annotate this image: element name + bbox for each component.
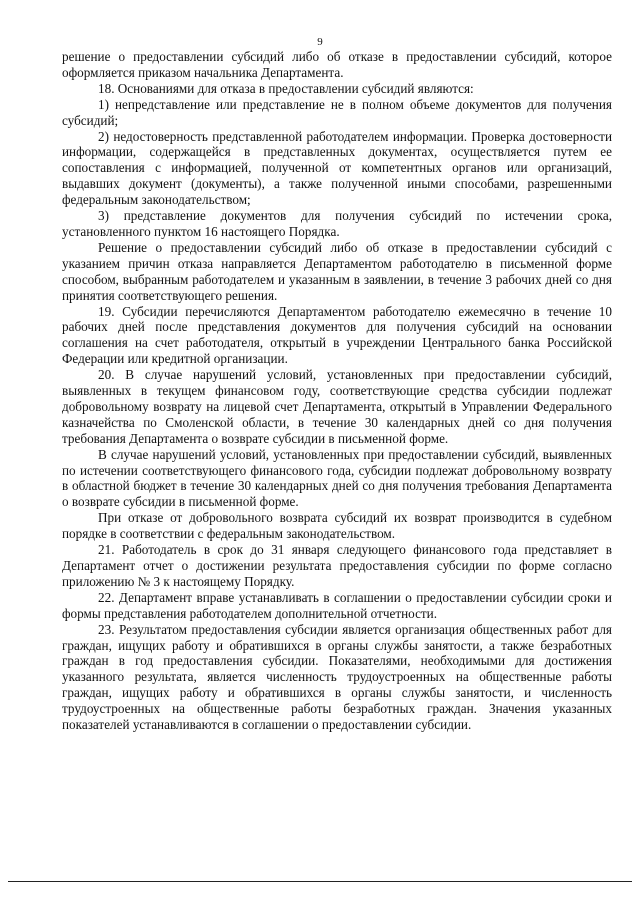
page-number: 9 <box>317 36 323 48</box>
paragraph-6: Решение о предоставлении субсидий либо об отказе в предоставлении субсидий с указанием причин отказа направляется Департаментом работодателю в письменной форме способом, выбранным работодателем и указанным в заявлении, в течение 3 рабочих дней со дня принятия соответствующего решения. <box>62 239 612 303</box>
paragraph-5: 3) представление документов для получения субсидий по истечении срока, установленного пунктом 16 настоящего Порядка. <box>62 208 612 239</box>
document-body <box>62 49 612 733</box>
page-bottom-rule <box>8 881 632 882</box>
paragraph-3: 1) непредставление или представление не в полном объеме документов для получения субсидий; <box>62 96 612 128</box>
paragraph-13: 23. Результатом предоставления субсидии является организация общественных работ для граждан, ищущих работу и обратившихся в органы службы занятости, а также безработных граждан в год предоставления субсидии. Показателями, необходимыми для достижения указанного результата, является численность трудоустроенных на общественные работы граждан, ищущих работу и обратившихся в органы службы занятости, и численность трудоустроенных на общественные работы безработных граждан. Значения указанных показателей устанавливаются в соглашении о предоставлении субсидии. <box>62 621 612 733</box>
paragraph-4: 2) недостоверность представленной работодателем информации. Проверка достоверности информации, содержащейся в представленных документах, осуществляется путем ее сопоставления с информацией, полученной от компетентных органов или организаций, выдавших документ (документы), а также полученной иными способами, разрешенными федеральным законодательством; <box>62 128 612 208</box>
paragraph-2: 18. Основаниями для отказа в предоставлении субсидий являются: <box>98 80 474 96</box>
paragraph-9: В случае нарушений условий, установленных при предоставлении субсидий, выявленных по истечении соответствующего финансового года, субсидии подлежат добровольному возврату в областной бюджет в течение 30 календарных дней со дня получения требования Департамента о возврате субсидии в письменной форме. <box>62 446 612 510</box>
paragraph-10: При отказе от добровольного возврата субсидий их возврат производится в судебном порядке в соответствии с федеральным законодательством. <box>62 510 612 542</box>
paragraph-1: решение о предоставлении субсидий либо об отказе в предоставлении субсидий, которое оформляется приказом начальника Департамента. <box>62 49 612 80</box>
paragraph-8: 20. В случае нарушений условий, установленных при предоставлении субсидий, выявленных в текущем финансовом году, соответствующие средства субсидии подлежат добровольному возврату на лицевой счет Департамента, открытый в Управлении Федерального казначейства по Смоленской области, в течение 30 календарных дней со дня получения требования Департамента о возврате субсидии в письменной форме. <box>62 367 612 446</box>
paragraph-12: 22. Департамент вправе устанавливать в соглашении о предоставлении субсидии сроки и формы представления работодателем дополнительной отчетности. <box>62 589 612 621</box>
paragraph-7: 19. Субсидии перечисляются Департаментом работодателю ежемесячно в течение 10 рабочих дней после представления документов для получения субсидий на основании соглашения на счет работодателя, открытый в учреждении Центрального банка Российской Федерации или кредитной организации. <box>62 303 612 367</box>
paragraph-11: 21. Работодатель в срок до 31 января следующего финансового года представляет в Департамент отчет о достижении результата предоставления субсидии по форме согласно приложению № 3 к настоящему Порядку. <box>62 542 612 589</box>
